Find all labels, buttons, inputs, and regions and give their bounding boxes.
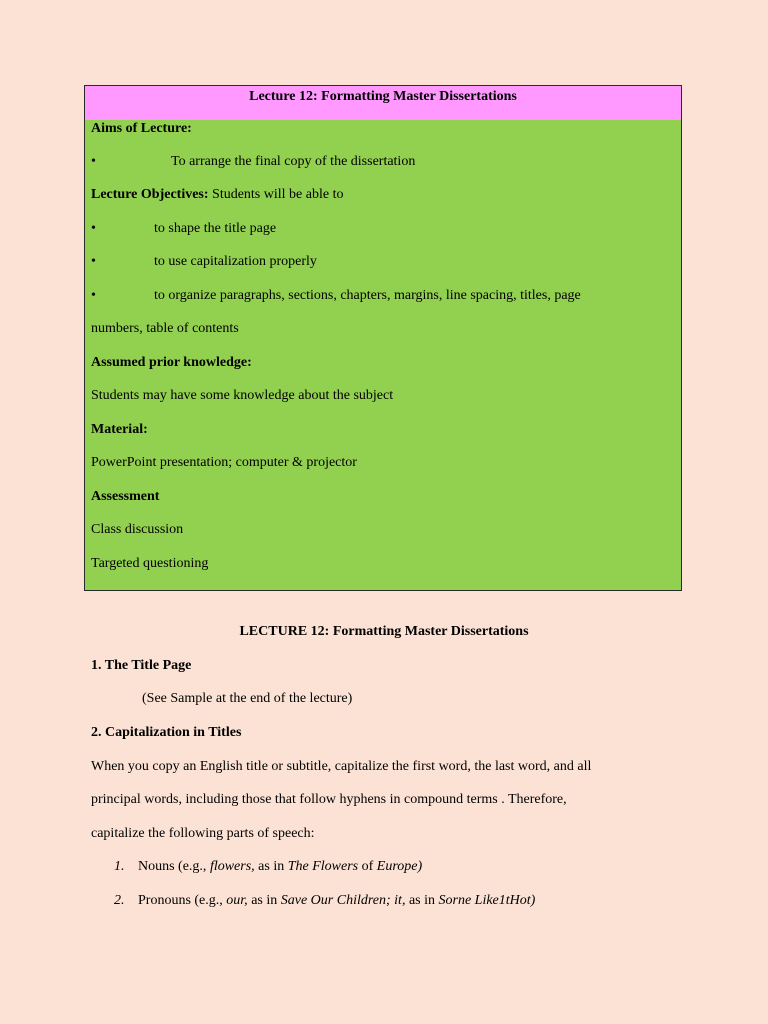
material-text: PowerPoint presentation; computer & projector bbox=[91, 455, 357, 470]
list-text: Pronouns (e.g., bbox=[138, 893, 227, 908]
list-text: Nouns (e.g., bbox=[138, 859, 210, 874]
aims-heading: Aims of Lecture: bbox=[91, 121, 192, 136]
aims-item: To arrange the final copy of the dissertation bbox=[171, 154, 416, 169]
bullet: • bbox=[91, 154, 96, 169]
box-title: Lecture 12: Formatting Master Dissertations bbox=[85, 86, 681, 120]
assessment-heading: Assessment bbox=[91, 489, 160, 504]
objectives-line bbox=[91, 187, 343, 203]
section-1-heading: 1. The Title Page bbox=[91, 658, 192, 673]
lecture-summary-box bbox=[84, 85, 682, 591]
list-item bbox=[114, 859, 125, 875]
paragraph-line: principal words, including those that follow hyphens in compound terms . Therefore, bbox=[91, 792, 567, 807]
assessment-item: Targeted questioning bbox=[91, 556, 209, 571]
bullet: • bbox=[91, 254, 96, 269]
assessment-item: Class discussion bbox=[91, 522, 184, 537]
paragraph-line: When you copy an English title or subtitle, capitalize the first word, the last word, and all bbox=[91, 759, 592, 774]
list-example: our, bbox=[226, 893, 248, 908]
list-title-example: Europe) bbox=[376, 859, 423, 874]
list-item-text bbox=[138, 893, 535, 909]
list-text: as in bbox=[254, 859, 288, 874]
list-number: 1. bbox=[114, 859, 125, 874]
list-item bbox=[114, 893, 125, 909]
list-text: as in bbox=[405, 893, 439, 908]
prior-knowledge-text: Students may have some knowledge about the subject bbox=[91, 388, 394, 403]
objective-item: to organize paragraphs, sections, chapters, margins, line spacing, titles, page bbox=[154, 288, 581, 303]
section-1-note: (See Sample at the end of the lecture) bbox=[142, 691, 353, 706]
list-text: as in bbox=[247, 893, 281, 908]
objective-item: to use capitalization properly bbox=[154, 254, 317, 269]
objectives-intro: Students will be able to bbox=[208, 187, 344, 202]
list-item-text bbox=[138, 859, 422, 875]
list-title-example: Sorne Like1tHot) bbox=[438, 893, 536, 908]
objective-item: to shape the title page bbox=[154, 221, 277, 236]
prior-knowledge-heading: Assumed prior knowledge: bbox=[91, 355, 252, 370]
objective-continuation: numbers, table of contents bbox=[91, 321, 239, 336]
paragraph-line: capitalize the following parts of speech: bbox=[91, 826, 315, 841]
list-number: 2. bbox=[114, 893, 125, 908]
list-title-example: Save Our Children; it, bbox=[280, 893, 406, 908]
material-heading: Material: bbox=[91, 422, 148, 437]
list-title-example: The Flowers bbox=[287, 859, 359, 874]
objectives-heading: Lecture Objectives: bbox=[91, 187, 209, 202]
bullet: • bbox=[91, 288, 96, 303]
list-text: of bbox=[358, 859, 377, 874]
section-2-heading: 2. Capitalization in Titles bbox=[91, 725, 242, 740]
lecture-title: LECTURE 12: Formatting Master Dissertations bbox=[239, 624, 529, 639]
list-example: flowers, bbox=[209, 859, 255, 874]
bullet: • bbox=[91, 221, 96, 236]
